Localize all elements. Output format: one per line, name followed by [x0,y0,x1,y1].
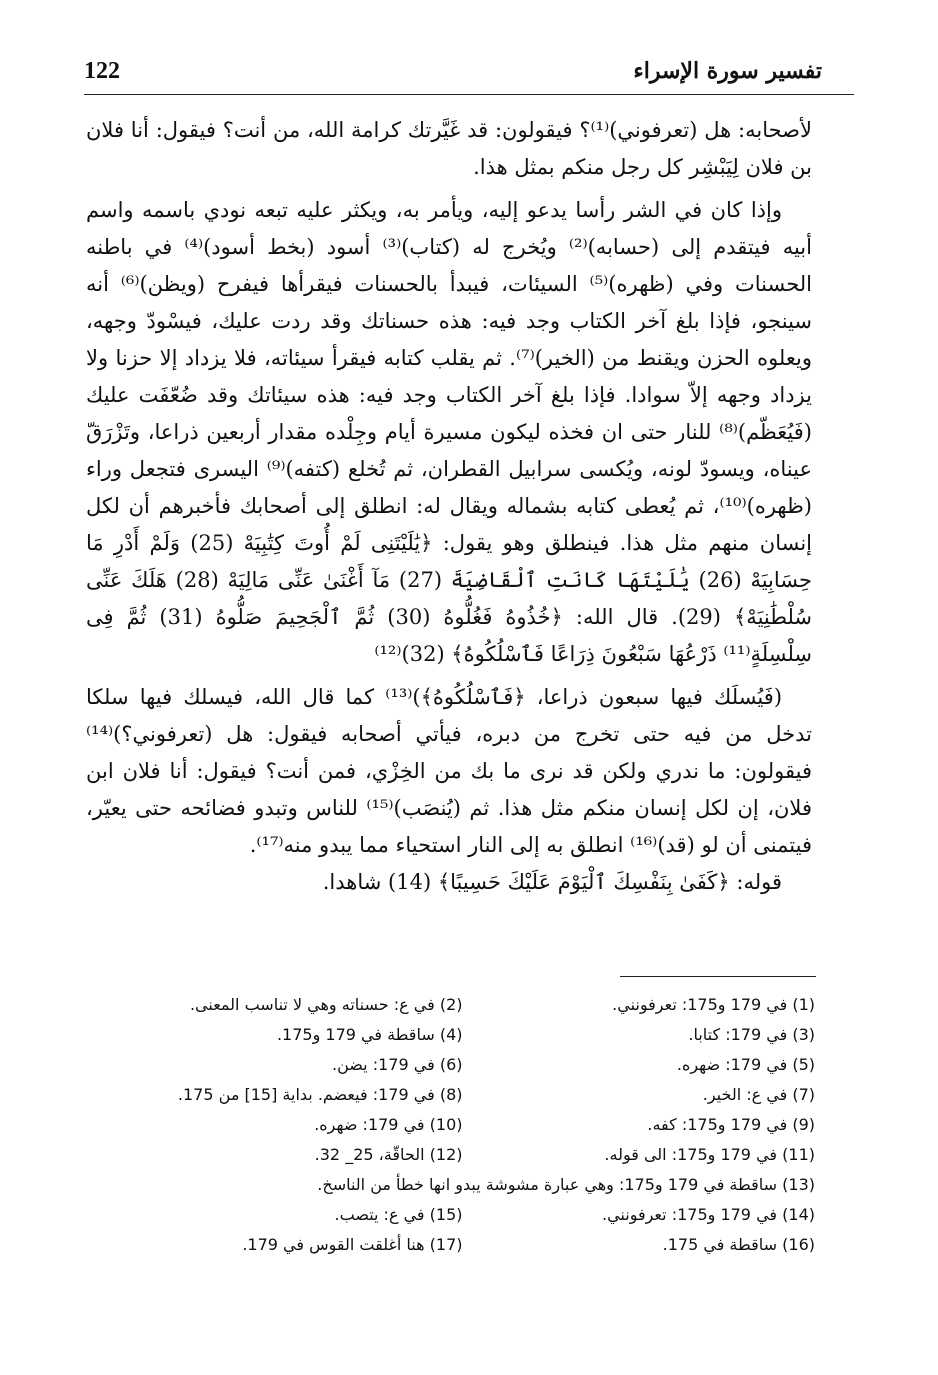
footnote-row [110,1110,815,1140]
footnote-6: (6) في 179: يضن. [332,1055,463,1074]
footnote-8: (8) في 179: فيعضم. بداية [15] من 175. [177,1085,463,1104]
footnote-row [110,1230,815,1260]
footnote-11: (11) في 179 و175: الى قوله. [604,1145,815,1164]
footnote-13: (13) ساقطة في 179 و175: وهي عبارة مشوشة يبدو انها خطأ من الناسخ. [317,1175,815,1194]
footnotes [110,990,815,1260]
footnote-row [110,1050,815,1080]
footnote-10: (10) في 179: ضهره. [314,1115,463,1134]
footnote-4: (4) ساقطة في 179 و175. [276,1025,463,1044]
header-rule [84,94,854,95]
footnote-17: (17) هنا أغلقت القوس في 179. [242,1235,463,1254]
footnote-row [110,1020,815,1050]
footnote-12: (12) الحاقّة، 25_ 32. [314,1145,463,1164]
footnote-1: (1) في 179 و175: تعرفونني. [612,995,815,1014]
paragraph-1: لأصحابه: هل (تعرفوني)⁽¹⁾؟ فيقولون: قد غَيَّرتك كرامة الله، من أنت؟ فيقول: أنا فلان بن فلان لِيَبْشِر كل رجل منكم بمثل هذا. [86,118,812,179]
footnote-5: (5) في 179: ضهره. [676,1055,815,1074]
footnote-2: (2) في ع: حسناته وهي لا تناسب المعنى. [189,995,463,1014]
page-header [84,58,822,94]
footnote-7: (7) في ع: الخير. [702,1085,815,1104]
footnote-rule [620,976,816,977]
page-number: 122 [84,58,120,84]
footnote-14: (14) في 179 و175: تعرفونني. [601,1205,815,1224]
footnote-row [110,1200,815,1230]
footnote-row [110,990,815,1020]
paragraph-3: (فَيُسلَك فيها سبعون ذراعا، ﴿فَٱسْلُكُوهُ﴾)⁽¹³⁾ كما قال الله، فيسلك فيها سلكا تدخل من فيه حتى تخرج من دبره، فيأتي أصحابه فيقول: هل (تعرفوني؟)⁽¹⁴⁾ فيقولون: ما ندري ولكن قد نرى ما بك من الخِزْي، فمن أنت؟ فيقول: أنا فلان ابن فلان، إن لكل إنسان منكم مثل هذا. ثم (يُنصَب)⁽¹⁵⁾ للناس وتبدو فضائحه حتى يعيّر، فيتمنى أن لو (قد)⁽¹⁶⁾ انطلق به إلى النار استحياء مما يبدو منه⁽¹⁷⁾. [86,685,812,857]
footnote-9: (9) في 179 و175: كفه. [647,1115,815,1134]
main-text [86,112,812,901]
footnote-3: (3) في 179: كتابا. [688,1025,815,1044]
footnote-15: (15) في ع: يتصب. [334,1205,463,1224]
paragraph-2: وإذا كان في الشر رأسا يدعو إليه، ويأمر به، ويكثر عليه تبعه نودي باسمه واسم أبيه فيتقدم إلى (حسابه)⁽²⁾ ويُخرج له (كتاب)⁽³⁾ أسود (بخط أسود)⁽⁴⁾ في باطنه الحسنات وفي (ظهره)⁽⁵⁾ السيئات، فيبدأ بالحسنات فيقرأها فيفرح (ويظن)⁽⁶⁾ أنه سينجو، فإذا بلغ آخر الكتاب وجد فيه: هذه حسناتك وقد ردت عليك، فيسْودّ وجهه، ويعلوه الحزن ويقنط من (الخير)⁽⁷⁾. ثم يقلب كتابه فيقرأ سيئاته، فلا يزداد إلا حزنا ولا يزداد وجهه إلاّ سوادا. فإذا بلغ آخر الكتاب وجد فيه: هذه سيئاتك وقد ضُعّفَت عليك (فَيُعَظّم)⁽⁸⁾ للنار حتى ان فخذه ليكون مسيرة أيام وجِلْده مقدار أربعين ذراعا، وتَزْرَقّ عيناه، ويسودّ لونه، ويُكسى سرابيل القطران، ثم تُخلع (كتفه)⁽⁹⁾ اليسرى فتجعل وراء (ظهره)⁽¹⁰⁾، ثم يُعطى كتابه بشماله ويقال له: انطلق إلى أصحابك فأخبرهم أن لكل إنسان منهم مثل هذا. فينطلق وهو يقول: ﴿يَٰلَيْتَنِى لَمْ أُوتَ كِتَٰبِيَهْ (25) وَلَمْ أَدْرِ مَا حِسَابِيَهْ (26) يَٰلَيْتَهَا كَانَتِ ٱلْقَاضِيَةَ (27) مَآ أَغْنَىٰ عَنِّى مَالِيَهْ (28) هَلَكَ عَنِّى سُلْطَٰنِيَهْ﴾ (29). قال الله: ﴿خُذُوهُ فَغُلُّوهُ (30) ثُمَّ ٱلْجَحِيمَ صَلُّوهُ (31) ثُمَّ فِى سِلْسِلَةٍ⁽¹¹⁾ ذَرْعُهَا سَبْعُونَ ذِرَاعًا فَٱسْلُكُوهُ﴾ (32)⁽¹²⁾ [86,198,813,666]
footnote-row [110,1140,815,1170]
footnote-16: (16) ساقطة في 175. [662,1235,815,1254]
footnote-row [110,1080,815,1110]
running-title: تفسير سورة الإسراء [633,58,822,84]
paragraph-4: قوله: ﴿كَفَىٰ بِنَفْسِكَ ٱلْيَوْمَ عَلَيْكَ حَسِيبًا﴾ (14) شاهدا. [322,870,782,894]
